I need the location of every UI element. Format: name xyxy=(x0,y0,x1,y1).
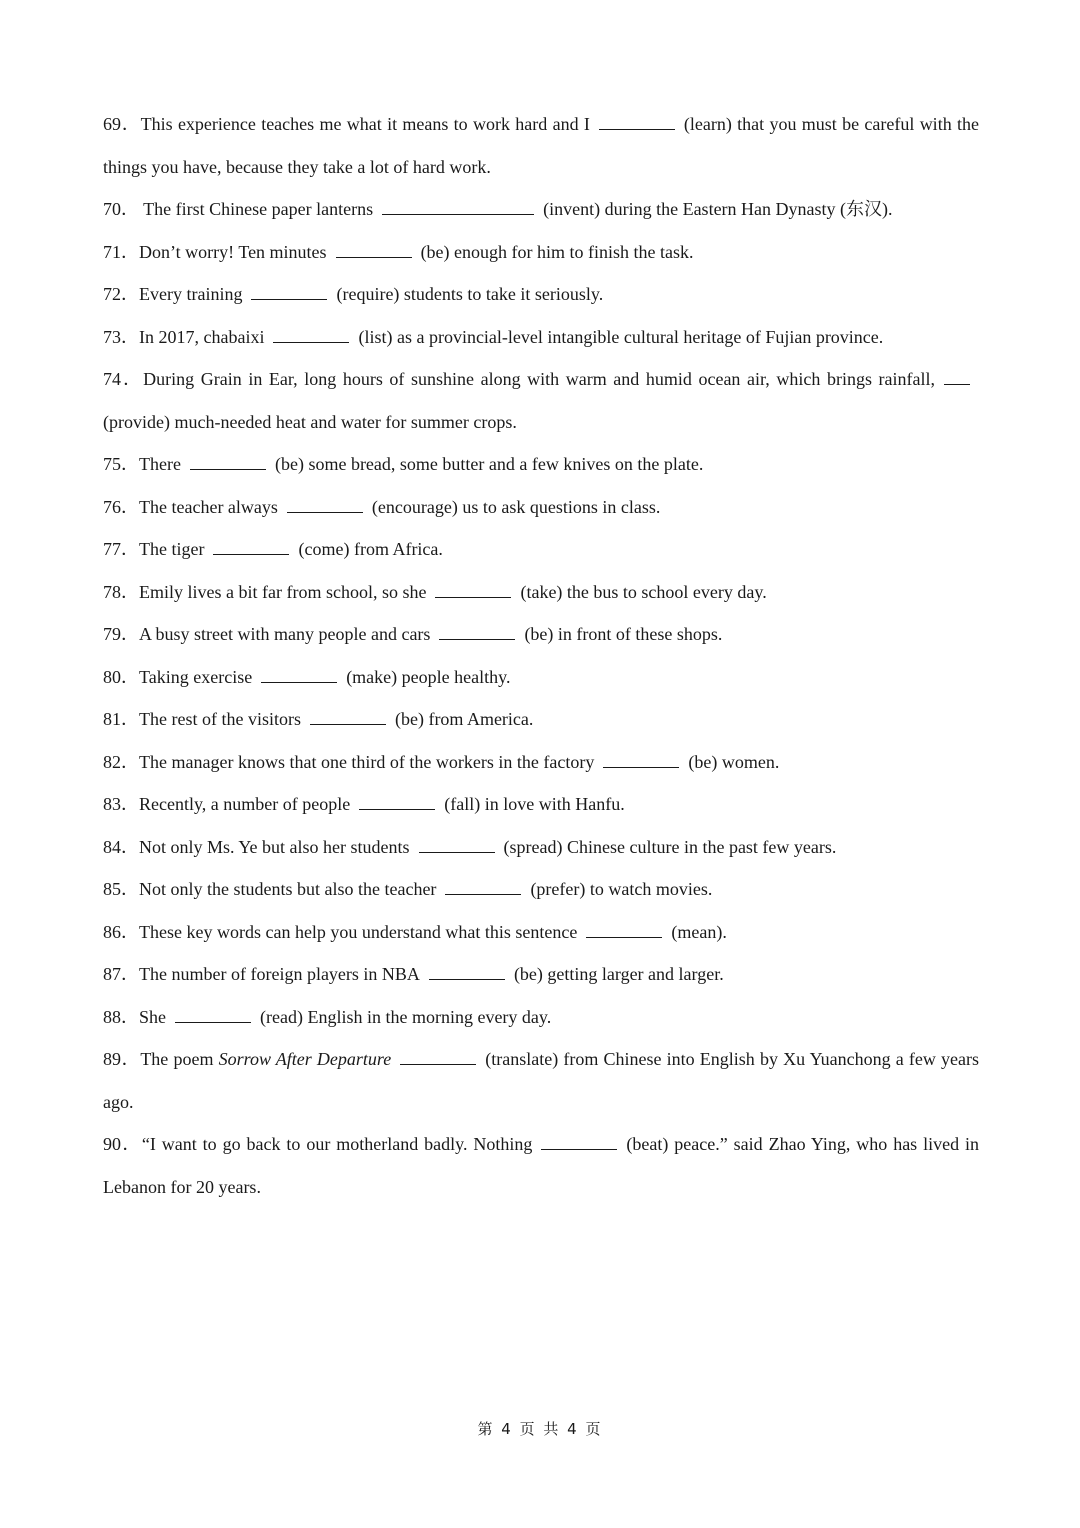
question-item xyxy=(103,103,979,188)
question-text-before: The number of foreign players in NBA xyxy=(139,964,420,984)
question-number: 79． xyxy=(103,624,139,644)
question-item xyxy=(103,698,979,741)
answer-blank[interactable] xyxy=(439,625,515,640)
question-number: 81． xyxy=(103,709,139,729)
question-italic-title: Sorrow After Departure xyxy=(218,1049,392,1069)
question-item xyxy=(103,996,979,1039)
question-item xyxy=(103,443,979,486)
answer-blank[interactable] xyxy=(175,1008,251,1023)
question-text-after: (encourage) us to ask questions in class. xyxy=(371,496,661,517)
question-text-before: A busy street with many people and cars xyxy=(139,624,431,644)
question-number: 88． xyxy=(103,1006,139,1027)
answer-blank[interactable] xyxy=(251,285,327,300)
question-item xyxy=(103,1123,979,1208)
question-number: 87． xyxy=(103,964,139,984)
question-text-after: (be) getting larger and larger. xyxy=(513,964,724,984)
question-text-before: “I want to go back to our motherland badly. Nothing xyxy=(141,1134,533,1154)
question-item xyxy=(103,486,979,529)
page-footer: 第 4 页 共 4 页 xyxy=(477,1420,603,1438)
question-text-after: (beat) peace.” said Zhao Ying, who has lived in Lebanon for 20 years. xyxy=(103,1134,980,1197)
question-text-before: The manager knows that one third of the workers in the factory xyxy=(139,751,595,772)
answer-blank[interactable] xyxy=(429,965,505,980)
question-text-after: (provide) much-needed heat and water for summer crops. xyxy=(103,411,517,432)
answer-blank[interactable] xyxy=(435,583,511,598)
question-text-before: The rest of the visitors xyxy=(139,709,301,729)
question-text-before: She xyxy=(139,1006,166,1027)
question-text-after: (mean). xyxy=(671,921,727,942)
question-number: 90． xyxy=(103,1134,142,1154)
question-text-before: Emily lives a bit far from school, so she xyxy=(139,581,427,602)
question-number: 83． xyxy=(103,794,139,814)
question-text-before: Not only Ms. Ye but also her students xyxy=(139,836,410,857)
question-number: 74． xyxy=(103,369,144,389)
question-number: 75． xyxy=(103,454,139,474)
question-text-before: The tiger xyxy=(139,539,205,559)
answer-blank[interactable] xyxy=(382,200,534,215)
answer-blank[interactable] xyxy=(944,370,970,385)
question-text-after: (be) women. xyxy=(688,751,780,772)
answer-blank[interactable] xyxy=(261,668,337,683)
question-text-before: Recently, a number of people xyxy=(139,794,351,814)
question-number: 72． xyxy=(103,284,139,304)
question-text-before: The first Chinese paper lanterns xyxy=(139,199,374,219)
answer-blank[interactable] xyxy=(336,243,412,258)
answer-blank[interactable] xyxy=(213,540,289,555)
question-text-before: Every training xyxy=(139,284,243,304)
answer-blank[interactable] xyxy=(400,1050,476,1065)
question-list xyxy=(103,103,979,1208)
question-text-after: (spread) Chinese culture in the past few years. xyxy=(503,836,837,857)
question-item xyxy=(103,826,979,869)
question-number: 82． xyxy=(103,751,139,772)
question-text-after: (fall) in love with Hanfu. xyxy=(444,794,625,814)
question-text-before: Not only the students but also the teacher xyxy=(139,879,437,899)
question-item xyxy=(103,953,979,996)
answer-blank[interactable] xyxy=(599,115,675,130)
answer-blank[interactable] xyxy=(419,838,495,853)
question-item xyxy=(103,316,979,359)
question-text-before: Taking exercise xyxy=(139,666,253,687)
question-text-after: (require) students to take it seriously. xyxy=(336,284,604,304)
question-text-before: There xyxy=(139,454,181,474)
question-item xyxy=(103,273,979,316)
question-text-before: The teacher always xyxy=(139,496,278,517)
answer-blank[interactable] xyxy=(541,1135,617,1150)
question-number: 80． xyxy=(103,666,139,687)
answer-blank[interactable] xyxy=(359,795,435,810)
question-text-before: In 2017, chabaixi xyxy=(139,326,265,347)
question-text-after: (prefer) to watch movies. xyxy=(530,879,713,899)
question-item xyxy=(103,358,979,443)
answer-blank[interactable] xyxy=(445,880,521,895)
question-item xyxy=(103,613,979,656)
answer-blank[interactable] xyxy=(310,710,386,725)
question-number: 86． xyxy=(103,921,139,942)
question-number: 69． xyxy=(103,114,141,134)
question-item xyxy=(103,868,979,911)
question-number: 84． xyxy=(103,836,139,857)
question-number: 85． xyxy=(103,879,139,899)
question-text-before: During Grain in Ear, long hours of sunshine along with warm and humid ocean air, which brings rainfall, xyxy=(143,369,935,389)
question-text-after: (be) some bread, some butter and a few knives on the plate. xyxy=(274,454,704,474)
question-number: 78． xyxy=(103,581,139,602)
question-text-after: (learn) that you must be careful with the things you have, because they take a lot of hard work. xyxy=(103,114,979,177)
question-number: 76． xyxy=(103,496,139,517)
question-item xyxy=(103,571,979,614)
question-text-before: These key words can help you understand what this sentence xyxy=(139,921,578,942)
question-number: 77． xyxy=(103,539,139,559)
question-item xyxy=(103,231,979,274)
question-text-after: (be) enough for him to finish the task. xyxy=(420,241,694,262)
question-text-before: The poem xyxy=(140,1049,214,1069)
question-item xyxy=(103,741,979,784)
question-text-after: (invent) during the Eastern Han Dynasty (东汉). xyxy=(543,199,893,219)
question-text-after: (be) in front of these shops. xyxy=(524,624,723,644)
question-text-after: (translate) from Chinese into English by Xu Yuanchong a few years ago. xyxy=(103,1049,979,1112)
question-number: 71． xyxy=(103,241,139,262)
question-text-before: This experience teaches me what it means to work hard and I xyxy=(140,114,590,134)
question-text-before: Don’t worry! Ten minutes xyxy=(139,241,327,262)
question-item xyxy=(103,188,979,231)
answer-blank[interactable] xyxy=(273,328,349,343)
question-number: 73． xyxy=(103,326,139,347)
answer-blank[interactable] xyxy=(190,455,266,470)
question-item xyxy=(103,1038,979,1123)
question-item xyxy=(103,911,979,954)
question-item xyxy=(103,656,979,699)
answer-blank[interactable] xyxy=(586,923,662,938)
answer-blank[interactable] xyxy=(603,753,679,768)
answer-blank[interactable] xyxy=(287,498,363,513)
question-text-after: (come) from Africa. xyxy=(298,539,443,559)
question-text-after: (make) people healthy. xyxy=(346,666,511,687)
question-text-after: (list) as a provincial-level intangible cultural heritage of Fujian province. xyxy=(358,326,884,347)
question-text-after: (take) the bus to school every day. xyxy=(520,581,767,602)
question-text-after: (be) from America. xyxy=(394,709,534,729)
question-item xyxy=(103,528,979,571)
question-item xyxy=(103,783,979,826)
question-text-after: (read) English in the morning every day. xyxy=(260,1006,552,1027)
question-number: 70． xyxy=(103,199,139,219)
question-number: 89． xyxy=(103,1049,141,1069)
